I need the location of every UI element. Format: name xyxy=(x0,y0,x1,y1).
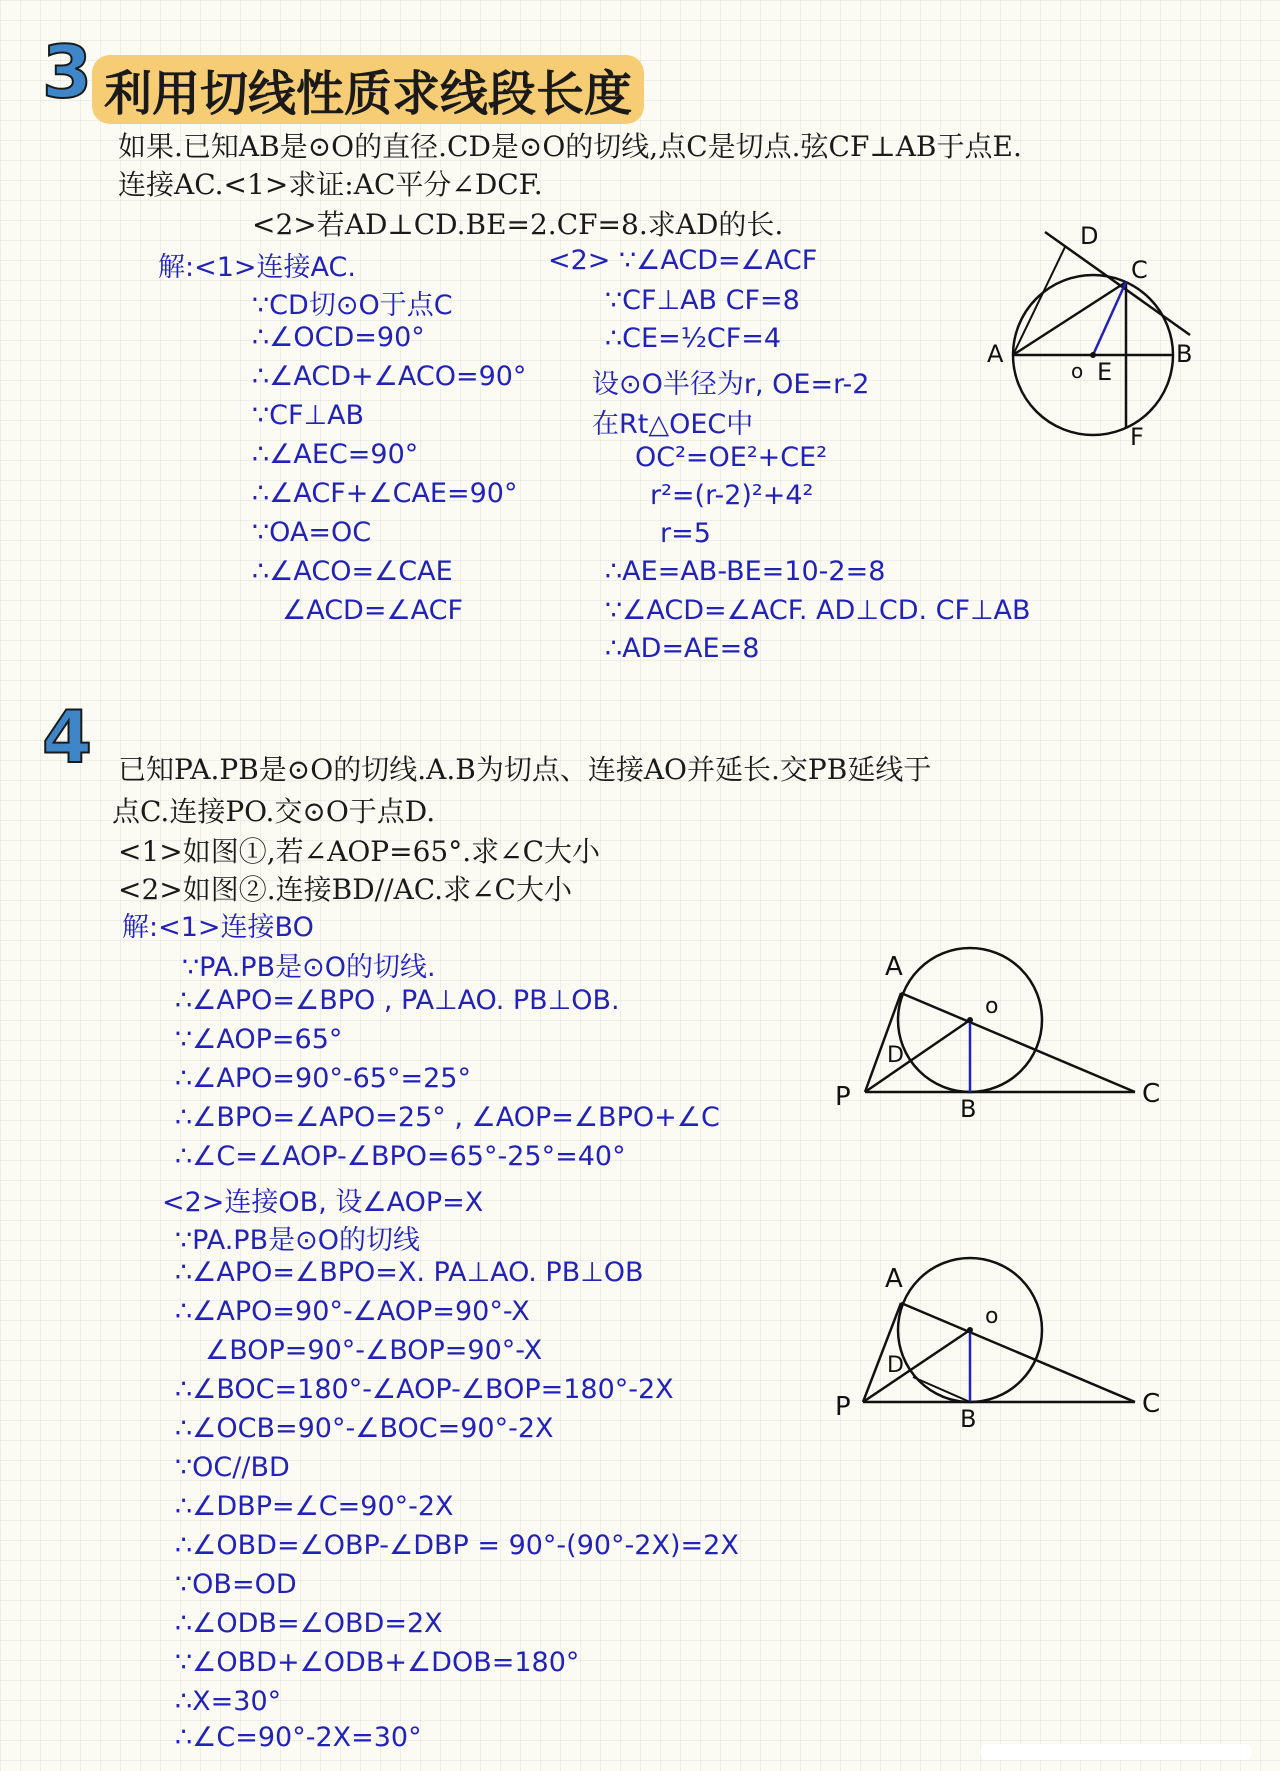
section-4-solution-2-line: ∵PA.PB是⊙O的切线 xyxy=(175,1225,420,1256)
section-4-solution-2-line: <2>连接OB, 设∠AOP=X xyxy=(162,1187,484,1218)
label-o: o xyxy=(1071,359,1084,383)
section-3-solution-2-line: ∵∠ACD=∠ACF. AD⊥CD. CF⊥AB xyxy=(605,595,1031,626)
section-3-solution-2-line: ∴CE=½CF=4 xyxy=(605,323,782,354)
section-3-solution-1-line: ∴∠AEC=90° xyxy=(252,439,419,470)
line-po xyxy=(863,1330,970,1402)
section-3-circle-figure xyxy=(985,220,1205,450)
label-c: C xyxy=(1142,1389,1161,1419)
section-4-number: 4 xyxy=(42,695,93,779)
section-4-solution-1-line: ∵PA.PB是⊙O的切线. xyxy=(182,952,436,983)
section-4-problem-line-3: <1>如图①,若∠AOP=65°.求∠C大小 xyxy=(118,835,600,868)
section-3-solution-1-line: ∴∠ACD+∠ACO=90° xyxy=(252,361,527,392)
label-a: A xyxy=(987,340,1004,368)
section-4-problem-line-1: 已知PA.PB是⊙O的切线.A.B为切点、连接AO并延长.交PB延线于 xyxy=(118,753,932,786)
label-d: D xyxy=(1080,222,1099,250)
section-4-solution-2-line: ∴∠BOC=180°-∠AOP-∠BOP=180°-2X xyxy=(175,1374,674,1405)
section-4-solution-2-line: ∴∠APO=90°-∠AOP=90°-X xyxy=(175,1296,530,1327)
label-p: P xyxy=(835,1082,851,1112)
label-a: A xyxy=(885,952,903,982)
section-4-solution-1-line: 解:<1>连接BO xyxy=(122,912,314,943)
section-3-solution-1-line: ∵OA=OC xyxy=(252,517,372,548)
section-3-solution-2-line: ∵CF⊥AB CF=8 xyxy=(605,285,800,316)
section-4-solution-2-line: ∴∠C=90°-2X=30° xyxy=(175,1722,422,1753)
section-3-solution-1-line: ∵CD切⊙O于点C xyxy=(252,290,453,321)
center-point xyxy=(967,1017,973,1023)
label-p: P xyxy=(835,1392,851,1422)
line-po xyxy=(865,1020,970,1092)
label-d: D xyxy=(887,1043,904,1068)
section-4-solution-2-line: ∴∠DBP=∠C=90°-2X xyxy=(175,1491,454,1522)
section-4-solution-2-line: ∴X=30° xyxy=(175,1686,282,1717)
section-3-solution-2-line: r²=(r-2)²+4² xyxy=(650,480,814,511)
section-3-solution-2-line: 在Rt△OEC中 xyxy=(592,409,754,440)
center-point xyxy=(967,1327,973,1333)
label-e: E xyxy=(1097,358,1113,386)
label-a: A xyxy=(885,1264,903,1294)
section-4-solution-1-line: ∵∠AOP=65° xyxy=(175,1024,343,1055)
section-3-solution-2-line: r=5 xyxy=(660,518,711,549)
section-3-problem-line-2: 连接AC.<1>求证:AC平分∠DCF. xyxy=(118,168,543,201)
label-o: o xyxy=(985,1304,999,1329)
section-4-solution-1-line: ∴∠APO=∠BPO , PA⊥AO. PB⊥OB. xyxy=(175,985,620,1016)
section-4-solution-2-line: ∠BOP=90°-∠BOP=90°-X xyxy=(205,1335,543,1366)
section-3-solution-2-line: 设⊙O半径为r, OE=r-2 xyxy=(592,369,870,400)
section-3-solution-1-line: ∴∠ACO=∠CAE xyxy=(252,556,453,587)
section-3-solution-1-line: ∵CF⊥AB xyxy=(252,400,365,431)
label-c: C xyxy=(1142,1079,1161,1109)
label-b: B xyxy=(960,1405,977,1433)
section-4-figure-1 xyxy=(835,945,1175,1120)
section-4-solution-2-line: ∵OC//BD xyxy=(175,1452,290,1483)
section-3-solution-1-line: ∴∠ACF+∠CAE=90° xyxy=(252,478,518,509)
section-3-solution-1-line: ∴∠OCD=90° xyxy=(252,322,425,353)
section-3-problem-line-1: 如果.已知AB是⊙O的直径.CD是⊙O的切线,点C是切点.弦CF⊥AB于点E. xyxy=(118,130,1022,163)
section-3-number: 3 xyxy=(42,30,93,114)
section-4-solution-2-line: ∵∠OBD+∠ODB+∠DOB=180° xyxy=(175,1647,580,1678)
section-4-figure-2 xyxy=(835,1255,1175,1435)
section-3-solution-2-line: OC²=OE²+CE² xyxy=(635,442,828,473)
section-4-solution-1-line: ∴∠BPO=∠APO=25° , ∠AOP=∠BPO+∠C xyxy=(175,1102,720,1133)
section-4-problem-line-4: <2>如图②.连接BD//AC.求∠C大小 xyxy=(118,873,572,906)
section-3-solution-2-line: ∴AD=AE=8 xyxy=(605,633,760,664)
label-c: C xyxy=(1131,256,1148,284)
section-4-solution-2-line: ∴∠ODB=∠OBD=2X xyxy=(175,1608,443,1639)
section-4-solution-1-line: ∴∠C=∠AOP-∠BPO=65°-25°=40° xyxy=(175,1141,626,1172)
section-3-solution-1-line: ∠ACD=∠ACF xyxy=(282,595,464,626)
section-4-problem-line-2: 点C.连接PO.交⊙O于点D. xyxy=(112,795,436,828)
section-4-solution-2-line: ∴∠OCB=90°-∠BOC=90°-2X xyxy=(175,1413,554,1444)
label-f: F xyxy=(1130,423,1144,450)
section-3-solution-1-line: 解:<1>连接AC. xyxy=(158,252,356,283)
section-4-solution-2-line: ∵OB=OD xyxy=(175,1569,297,1600)
section-4-solution-2-line: ∴∠APO=∠BPO=X. PA⊥AO. PB⊥OB xyxy=(175,1257,644,1288)
label-d: D xyxy=(887,1353,904,1378)
center-point xyxy=(1090,352,1096,358)
label-b: B xyxy=(1176,340,1193,368)
section-3-title: 利用切线性质求线段长度 xyxy=(92,55,644,124)
section-3-problem-line-3: <2>若AD⊥CD.BE=2.CF=8.求AD的长. xyxy=(252,208,784,241)
section-3-solution-2-line: ∴AE=AB-BE=10-2=8 xyxy=(605,556,886,587)
section-3-solution-2-line: <2> ∵∠ACD=∠ACF xyxy=(548,245,818,276)
label-o: o xyxy=(985,994,999,1019)
label-b: B xyxy=(960,1095,977,1120)
line-bd xyxy=(913,1377,970,1402)
watermark-bar xyxy=(980,1744,1252,1760)
section-4-solution-2-line: ∴∠OBD=∠OBP-∠DBP = 90°-(90°-2X)=2X xyxy=(175,1530,739,1561)
section-4-solution-1-line: ∴∠APO=90°-65°=25° xyxy=(175,1063,471,1094)
